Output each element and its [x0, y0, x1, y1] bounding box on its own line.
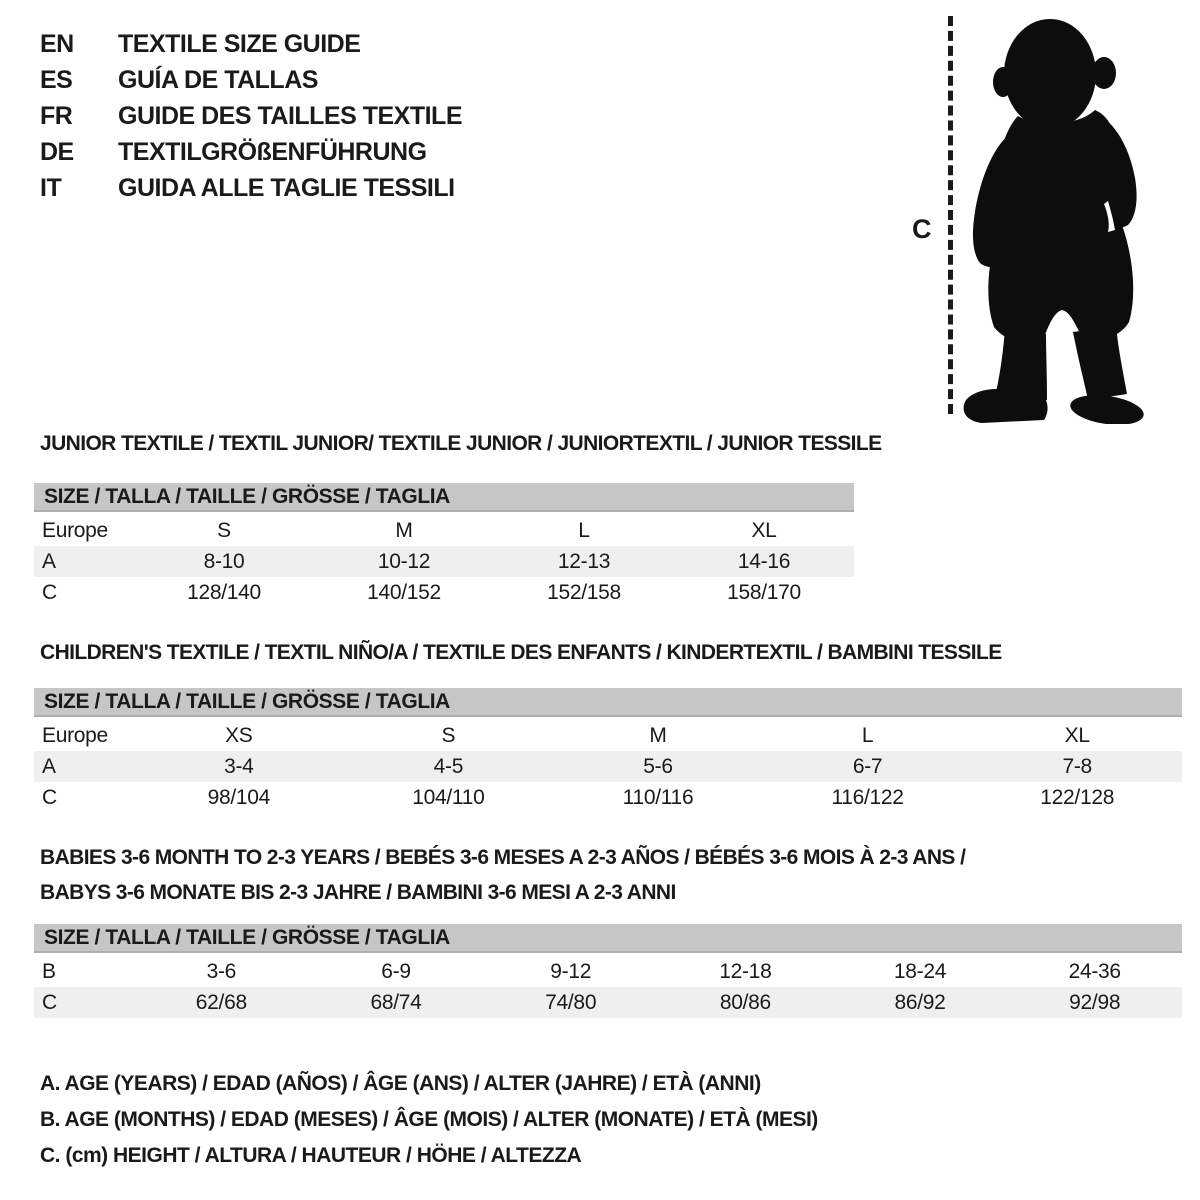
language-code: DE [40, 138, 74, 166]
table-row [34, 546, 854, 577]
height-measure-dashed-line [948, 16, 953, 414]
size-cell: M [395, 519, 413, 542]
language-row [40, 26, 462, 62]
height-cell: 110/116 [622, 786, 694, 809]
height-cell: 98/104 [207, 786, 271, 809]
language-title: TEXTILGRÖßENFÜHRUNG [118, 138, 427, 166]
language-row [40, 134, 462, 170]
height-cell: 68/74 [370, 991, 422, 1014]
children-table-body [34, 720, 1182, 813]
junior-section-title: JUNIOR TEXTILE / TEXTIL JUNIOR/ TEXTILE JUNIOR / JUNIORTEXTIL / JUNIOR TESSILE [40, 432, 882, 455]
language-row [40, 170, 462, 206]
language-code: ES [40, 66, 73, 94]
height-cell: 80/86 [719, 991, 771, 1014]
table-row [34, 751, 1182, 782]
age-cell: 4-5 [433, 755, 464, 778]
height-measure-label: C [912, 214, 932, 244]
language-code: EN [40, 30, 74, 58]
height-cell: 128/140 [187, 581, 261, 604]
height-cell: 104/110 [412, 786, 485, 809]
language-title: GUIDE DES TAILLES TEXTILE [118, 102, 463, 130]
age-cell: 18-24 [893, 960, 947, 983]
language-title: GUÍA DE TALLAS [118, 66, 318, 94]
babies-section-title-line2: BABYS 3-6 MONATE BIS 2-3 JAHRE / BAMBINI 3-6 MESI A 2-3 ANNI [40, 881, 676, 904]
language-code: FR [40, 102, 73, 130]
age-cell: 10-12 [377, 550, 431, 573]
age-cell: 12-18 [719, 960, 772, 983]
legend-line-b: B. AGE (MONTHS) / EDAD (MESES) / ÂGE (MOIS) / ALTER (MONATE) / ETÀ (MESI) [40, 1108, 818, 1131]
size-cell: XL [751, 519, 777, 542]
babies-size-table [34, 924, 1182, 1018]
babies-section-title: BABIES 3-6 MONTH TO 2-3 YEARS / BEBÉS 3-6 MESES A 2-3 AÑOS / BÉBÉS 3-6 MOIS À 2-3 ANS / [40, 846, 966, 869]
height-cell: 116/122 [831, 786, 904, 809]
age-cell: 12-13 [557, 550, 611, 573]
table-row [34, 782, 1182, 813]
size-cell: L [578, 519, 590, 542]
table-row [34, 956, 1182, 987]
age-cell: 9-12 [550, 960, 592, 983]
size-cell: XS [225, 724, 253, 747]
size-cell: S [217, 519, 231, 542]
row-label: C [42, 786, 57, 809]
size-cell: L [861, 724, 874, 747]
height-cell: 122/128 [1040, 786, 1115, 809]
language-row [40, 62, 462, 98]
age-cell: 7-8 [1062, 755, 1092, 778]
height-cell: 62/68 [195, 991, 247, 1014]
row-label: C [42, 991, 57, 1014]
age-cell: 3-6 [206, 960, 237, 983]
row-label: A [42, 755, 56, 778]
language-title: TEXTILE SIZE GUIDE [118, 30, 361, 58]
junior-table-header: SIZE / TALLA / TAILLE / GRÖSSE / TAGLIA [34, 483, 854, 512]
table-row [34, 577, 854, 608]
junior-table-body [34, 515, 854, 608]
babies-table-body [34, 956, 1182, 1018]
height-cell: 86/92 [894, 991, 946, 1014]
table-row [34, 987, 1182, 1018]
age-cell: 24-36 [1068, 960, 1121, 983]
height-cell: 140/152 [367, 581, 441, 604]
height-cell: 74/80 [545, 991, 597, 1014]
height-cell: 92/98 [1069, 991, 1121, 1014]
table-row [34, 720, 1182, 751]
table-row [34, 515, 854, 546]
children-table-header: SIZE / TALLA / TAILLE / GRÖSSE / TAGLIA [34, 688, 1182, 717]
legend-line-a: A. AGE (YEARS) / EDAD (AÑOS) / ÂGE (ANS) / ALTER (JAHRE) / ETÀ (ANNI) [40, 1072, 761, 1095]
age-cell: 6-9 [381, 960, 411, 983]
row-label: Europe [42, 519, 108, 542]
toddler-silhouette-icon [958, 12, 1148, 424]
age-cell: 5-6 [643, 755, 673, 778]
age-cell: 14-16 [737, 550, 791, 573]
language-row [40, 98, 462, 134]
measure-legend [40, 1066, 818, 1174]
size-cell: XL [1064, 724, 1090, 747]
height-cell: 152/158 [547, 581, 621, 604]
height-cell: 158/170 [727, 581, 801, 604]
row-label: B [42, 960, 56, 983]
size-cell: S [441, 724, 456, 747]
language-title-block [40, 26, 462, 206]
children-size-table [34, 688, 1182, 813]
language-title: GUIDA ALLE TAGLIE TESSILI [118, 174, 455, 202]
children-section-title: CHILDREN'S TEXTILE / TEXTIL NIÑO/A / TEXTILE DES ENFANTS / KINDERTEXTIL / BAMBINI TESSILE [40, 641, 1002, 664]
row-label: A [42, 550, 56, 573]
row-label: C [42, 581, 57, 604]
age-cell: 8-10 [203, 550, 245, 573]
legend-line-c: C. (cm) HEIGHT / ALTURA / HAUTEUR / HÖHE / ALTEZZA [40, 1144, 582, 1167]
size-cell: M [649, 724, 667, 747]
age-cell: 3-4 [224, 755, 254, 778]
age-cell: 6-7 [852, 755, 883, 778]
language-code: IT [40, 174, 62, 202]
row-label: Europe [42, 724, 108, 747]
babies-table-header: SIZE / TALLA / TAILLE / GRÖSSE / TAGLIA [34, 924, 1182, 953]
junior-size-table [34, 483, 854, 608]
